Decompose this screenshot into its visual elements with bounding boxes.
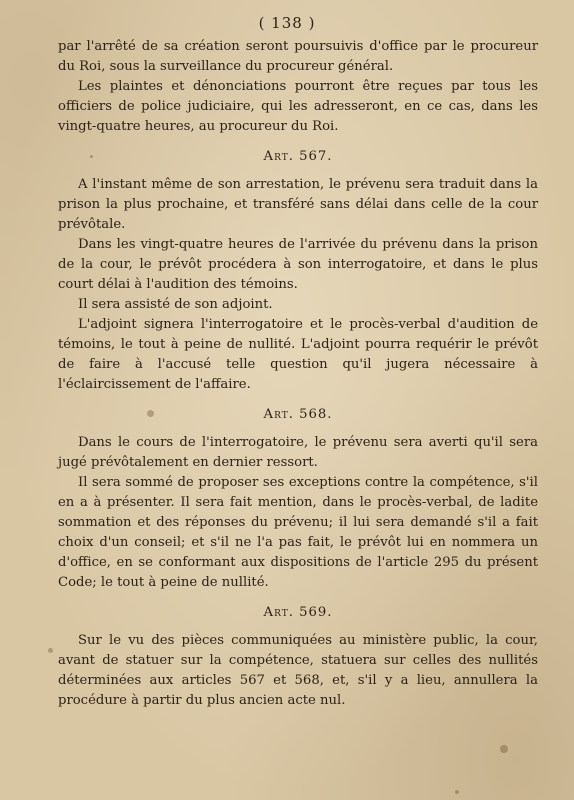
paragraph: par l'arrêté de sa création seront poursuivis d'office par le procureur du Roi, sous la surveillance du procureur général.: [58, 39, 538, 74]
paragraph: Sur le vu des pièces communiquées au ministère public, la cour, avant de statuer sur la compétence, statuera sur celles des nullités déterminées aux articles 567 et 568, et, s'il y a lieu, annullera la procédure à partir du plus ancien acte nul.: [58, 633, 538, 708]
paragraph: Les plaintes et dénonciations pourront être reçues par tous les officiers de police judiciaire, qui les adresseront, en ce cas, dans les vingt-quatre heures, au procureur du Roi.: [58, 79, 538, 134]
foxing-spot: [455, 790, 459, 794]
paragraph: Il sera assisté de son adjoint.: [78, 297, 273, 312]
paragraph: Dans les vingt-quatre heures de l'arrivée du prévenu dans la prison de la cour, le prévôt procédera à son interrogatoire, et dans le plus court délai à l'audition des témoins.: [58, 237, 538, 292]
page-number: ( 138 ): [258, 14, 316, 32]
paragraph: Dans le cours de l'interrogatoire, le prévenu sera averti qu'il sera jugé prévôtalement en dernier ressort.: [58, 435, 538, 470]
paragraph: Il sera sommé de proposer ses exceptions contre la compétence, s'il en a à présenter. Il sera fait mention, dans le procès-verbal, de ladite sommation et des réponses du prévenu; il lui sera demandé s'il a fait choix d'un conseil; et s'il ne l'a pas fait, le prévôt lui en nommera un d'office, en se conformant aux dispositions de l'article 295 du présent Code; le tout à peine de nullité.: [58, 475, 538, 590]
foxing-spot: [500, 745, 508, 753]
paragraph: L'adjoint signera l'interrogatoire et le procès-verbal d'audition de témoins, le tout à peine de nullité. L'adjoint pourra requérir le prévôt de faire à l'accusé telle question qu'il jugera nécessaire à l'éclaircissement de l'affaire.: [58, 317, 538, 392]
article-heading: Art. 568.: [263, 407, 333, 422]
paragraph: A l'instant même de son arrestation, le prévenu sera traduit dans la prison la plus prochaine, et transféré sans délai dans celle de la cour prévôtale.: [58, 177, 538, 232]
article-heading: Art. 567.: [263, 149, 333, 164]
foxing-spot: [48, 648, 53, 653]
page-body: [58, 37, 538, 711]
article-heading: Art. 569.: [263, 605, 333, 620]
